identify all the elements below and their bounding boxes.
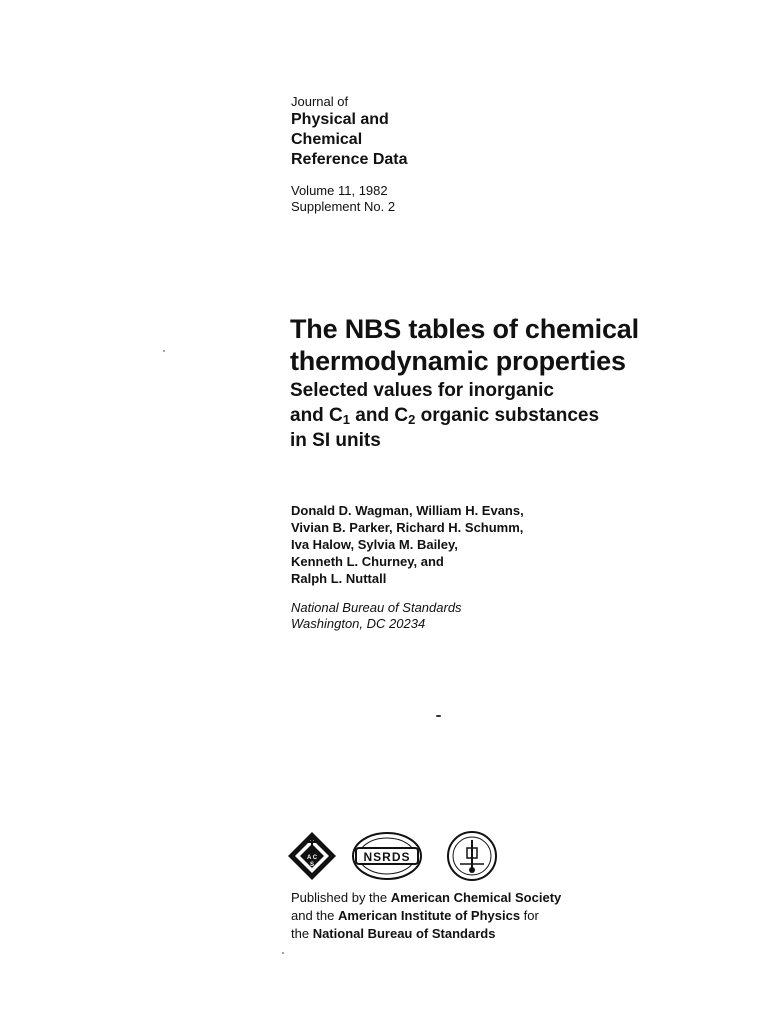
affiliation-line: National Bureau of Standards — [291, 600, 462, 615]
svg-text:S: S — [309, 862, 315, 868]
publisher-logos — [286, 830, 506, 882]
volume-info — [291, 183, 395, 215]
publisher-text: for — [520, 908, 539, 923]
journal-name-line: Chemical — [291, 131, 363, 148]
subtitle-text: and C — [290, 405, 343, 426]
title-main-line: The NBS tables of chemical — [290, 314, 639, 344]
subtitle-line: in SI units — [290, 430, 381, 451]
author-line: Kenneth L. Churney, and — [291, 554, 444, 569]
journal-prefix: Journal of — [291, 94, 349, 109]
document-title — [290, 313, 750, 452]
acs-diamond-logo-icon — [286, 830, 338, 882]
supplement-line: Supplement No. 2 — [291, 199, 396, 214]
scan-speck — [282, 952, 284, 954]
journal-masthead — [291, 94, 591, 170]
author-line: Donald D. Wagman, William H. Evans, — [291, 503, 524, 518]
journal-name-line: Physical and — [291, 111, 389, 128]
author-line: Iva Halow, Sylvia M. Bailey, — [291, 537, 458, 552]
nsrds-logo-icon — [350, 830, 424, 882]
subscript: 2 — [408, 412, 416, 427]
volume-line: Volume 11, 1982 — [291, 183, 388, 198]
subtitle-text: organic substances — [415, 405, 600, 426]
author-line: Vivian B. Parker, Richard H. Schumm, — [291, 520, 524, 535]
subtitle-line — [290, 404, 750, 427]
subtitle-text: and C — [350, 405, 409, 426]
nsrds-text: NSRDS — [363, 850, 411, 864]
author-list — [291, 502, 651, 587]
publisher-line — [291, 889, 651, 907]
publisher-line — [291, 925, 651, 943]
publisher-text: Published by the — [291, 890, 391, 905]
nbs-seal-logo-icon — [446, 830, 498, 882]
svg-text:A C: A C — [306, 855, 318, 861]
affiliation — [291, 600, 591, 632]
publisher-text: and the — [291, 908, 338, 923]
author-line: Ralph L. Nuttall — [291, 571, 387, 586]
journal-name-line: Reference Data — [291, 151, 408, 168]
affiliation-line: Washington, DC 20234 — [291, 616, 426, 631]
publisher-org: American Chemical Society — [390, 890, 562, 905]
scan-speck — [436, 715, 441, 717]
subscript: 1 — [342, 412, 351, 427]
publisher-text: the — [291, 926, 313, 941]
publisher-org: American Institute of Physics — [338, 908, 521, 923]
title-main-line: thermodynamic properties — [290, 346, 626, 376]
publisher-org: National Bureau of Standards — [312, 926, 496, 941]
subtitle-line: Selected values for inorganic — [290, 380, 554, 401]
publisher-line — [291, 907, 651, 925]
scan-speck — [163, 350, 165, 352]
publisher-statement — [291, 889, 651, 943]
